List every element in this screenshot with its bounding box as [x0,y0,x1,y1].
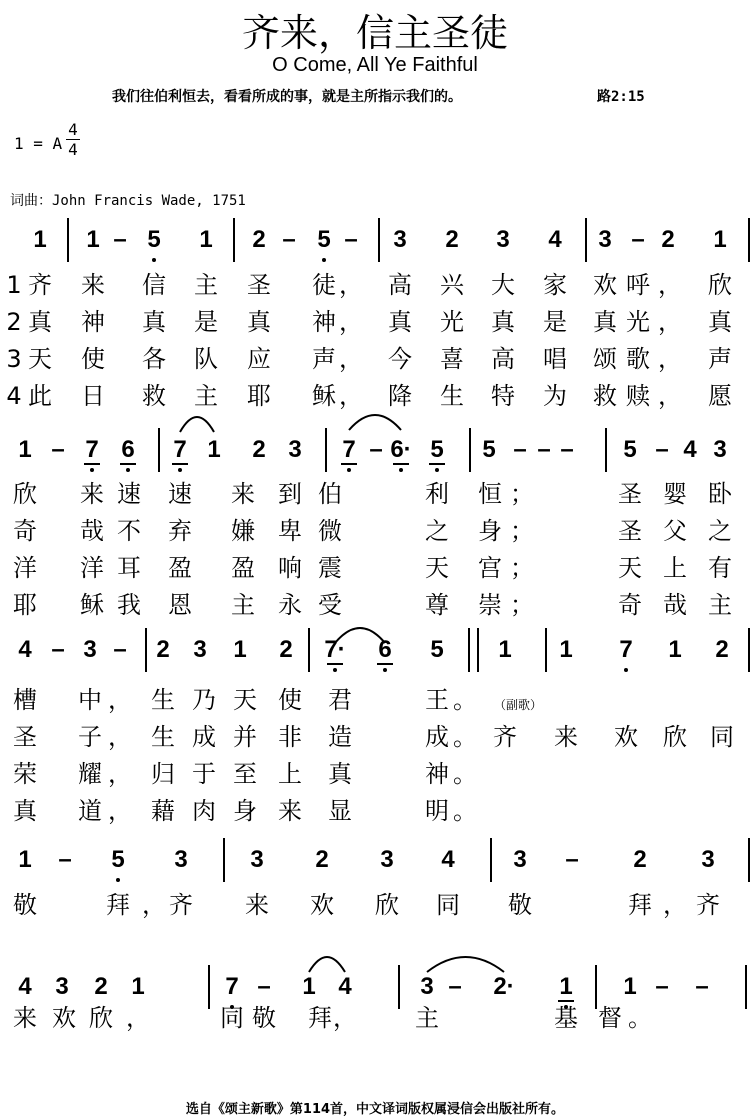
lyric-syllable: 真 [28,308,52,336]
note: 1 [233,636,247,663]
lyric-syllable: 上 [278,760,302,788]
note: 7 [173,436,187,463]
slur [180,417,214,432]
lyric-syllable: 婴 [663,480,687,508]
note: 7 [225,973,239,1000]
lyric-syllable: 天 [28,345,52,373]
note: 3 [598,226,612,253]
lyric-syllable: ， [658,308,682,336]
lyric-syllable: 高 [491,345,515,373]
lyric-syllable: 奇 [13,517,37,545]
lyric-syllable: 降 [388,382,412,410]
lyric-syllable: 身 [233,797,257,825]
lyric-syllable: 圣 [618,517,642,545]
lyric-syllable: 同 [220,1004,244,1032]
lyric-syllable: 神 [312,308,336,336]
lyric-syllable: 各 [142,345,166,373]
lyric-syllable: 使 [81,345,105,373]
note: – [537,436,551,463]
note: 1 [18,846,32,873]
lyric-syllable: 生 [151,686,175,714]
lyric-syllable: 喜 [440,345,464,373]
lyric-syllable: 藉 [151,797,175,825]
lyric-syllable: 欢 [614,723,638,751]
verse-number: 3 [6,345,22,373]
lyric-syllable: 拜 [628,891,652,919]
lyric-syllable: 来 [13,1004,37,1032]
lyric-syllable: 声 [708,345,732,373]
lyric-syllable: 神 [425,760,449,788]
lyric-syllable: 之 [708,517,732,545]
lyric-syllable: 耳 [117,554,141,582]
lyric-syllable: 耀 [78,760,102,788]
lyric-syllable: 真 [142,308,166,336]
lyric-syllable: 此 [28,382,52,410]
note: – [257,973,271,1000]
note: 5 [147,226,161,253]
note: 4 [18,636,32,663]
note: 4 [18,973,32,1000]
lyric-syllable: 君 [328,686,352,714]
lyric-syllable: ； [510,517,534,545]
lyric-syllable: 受 [318,591,342,619]
lyric-syllable: 生 [151,723,175,751]
lyric-syllable: 盈 [168,554,192,582]
note: 1 [131,973,145,1000]
lyric-syllable: ， [108,723,132,751]
note: 3 [513,846,527,873]
lyric-syllable: 荣 [13,760,37,788]
note: – [695,973,709,1000]
lyric-syllable: 并 [233,723,257,751]
lyric-syllable: ， [339,271,363,299]
refrain-mark: （副歌） [493,698,542,712]
note: 1 [199,226,213,253]
note: 2 [279,636,293,663]
lyric-syllable: 歌 [626,345,650,373]
note: – [448,973,462,1000]
lyric-syllable: 主 [231,591,255,619]
lyric-syllable: 齐 [169,891,193,919]
lyric-syllable: 洋 [13,554,37,582]
lyric-syllable: 愿 [708,382,732,410]
lyric-syllable: 齐 [28,271,52,299]
note: 2 [94,973,108,1000]
slur [335,628,385,643]
note: 2 [633,846,647,873]
lyric-syllable: 唱 [543,345,567,373]
note: 1 [18,436,32,463]
note: 2 [661,226,675,253]
lyric-syllable: 之 [425,517,449,545]
lyric-syllable: 欣 [663,723,687,751]
slur [427,957,504,972]
lyric-syllable: 子 [78,723,102,751]
note: 2· [493,973,515,1000]
lyric-syllable: 欢 [310,891,334,919]
note: 1 [559,973,573,1000]
note: – [655,436,669,463]
lyric-syllable: 不 [117,517,141,545]
lyric-syllable: 速 [168,480,192,508]
note: 1 [207,436,221,463]
note: – [51,636,65,663]
lyric-syllable: 稣 [80,591,104,619]
lyric-syllable: 欢 [593,271,617,299]
note: 1 [668,636,682,663]
lyric-syllable: 齐 [696,891,720,919]
lyric-syllable: 主 [194,382,218,410]
lyric-syllable: 欢 [52,1004,76,1032]
lyric-syllable: 明 [425,797,449,825]
lyric-syllable: 应 [247,345,271,373]
lyric-syllable: 神 [81,308,105,336]
lyric-syllable: 真 [491,308,515,336]
lyric-syllable: 今 [388,345,412,373]
note: 3 [250,846,264,873]
lyric-syllable: 我 [117,591,141,619]
lyric-syllable: 真 [593,308,617,336]
lyric-syllable: 光 [440,308,464,336]
lyric-syllable: ， [658,345,682,373]
lyric-syllable: 中 [78,686,102,714]
scripture-verse: 我们往伯利恒去，看看所成的事，就是主所指示我们的。 [112,89,462,105]
lyric-syllable: 敬 [508,891,532,919]
note: 3 [496,226,510,253]
lyric-syllable: 圣 [618,480,642,508]
scripture-reference: 路2:15 [597,89,645,105]
lyric-syllable: 利 [425,480,449,508]
note: 4 [683,436,697,463]
lyric-syllable: 来 [80,480,104,508]
lyric-syllable: 是 [543,308,567,336]
lyric-syllable: 。 [453,797,477,825]
lyric-syllable: 同 [710,723,734,751]
note: 5 [482,436,496,463]
note: – [58,846,72,873]
note: 5 [111,846,125,873]
note: 7 [619,636,633,663]
lyric-syllable: 来 [231,480,255,508]
note: – [655,973,669,1000]
lyric-syllable: ， [142,891,166,919]
lyric-syllable: 恒 [478,480,502,508]
lyric-syllable: 尊 [425,591,449,619]
lyric-syllable: 奇 [618,591,642,619]
lyric-syllable: 。 [453,686,477,714]
hymn-subtitle: O Come, All Ye Faithful [272,54,478,76]
lyric-syllable: 。 [453,760,477,788]
lyric-syllable: 主 [708,591,732,619]
lyric-syllable: 欣 [708,271,732,299]
lyric-syllable: 速 [117,480,141,508]
lyric-syllable: 拜 [106,891,130,919]
lyric-syllable: 于 [192,760,216,788]
time-signature-bottom: 4 [68,140,78,159]
note: – [560,436,574,463]
lyric-syllable: 洋 [80,554,104,582]
note: 1 [86,226,100,253]
lyric-syllable: ， [126,1004,150,1032]
note: – [51,436,65,463]
note: – [113,636,127,663]
lyric-syllable: ， [339,308,363,336]
note: 7 [85,436,99,463]
note: 1 [623,973,637,1000]
note: 2 [156,636,170,663]
note: 4 [338,973,352,1000]
lyric-syllable: 耶 [13,591,37,619]
lyric-syllable: 大 [491,271,515,299]
lyric-syllable: 生 [440,382,464,410]
lyric-syllable: 身 [478,517,502,545]
lyric-syllable: 欣 [13,480,37,508]
lyric-syllable: 卧 [708,480,732,508]
note: – [282,226,296,253]
lyric-syllable: 为 [543,382,567,410]
note: 6 [121,436,135,463]
lyric-syllable: 来 [278,797,302,825]
lyric-syllable: 高 [388,271,412,299]
lyric-syllable: 弃 [168,517,192,545]
note: – [113,226,127,253]
lyric-syllable: 使 [278,686,302,714]
lyric-syllable: 微 [318,517,342,545]
note: 1 [559,636,573,663]
lyric-syllable: 哉 [663,591,687,619]
lyric-syllable: 。 [628,1004,652,1032]
lyric-syllable: 稣 [312,382,336,410]
lyric-syllable: 是 [194,308,218,336]
note: – [565,846,579,873]
lyric-syllable: ； [510,554,534,582]
note: 5 [317,226,331,253]
lyric-syllable: 震 [318,554,342,582]
lyric-syllable: ， [658,382,682,410]
lyric-syllable: 主 [415,1004,439,1032]
lyric-syllable: 来 [245,891,269,919]
lyric-syllable: 督 [598,1004,622,1032]
lyric-syllable: 王 [425,686,449,714]
note: – [369,436,383,463]
note: 3 [420,973,434,1000]
note: 1 [33,226,47,253]
lyric-syllable: ， [333,1004,357,1032]
lyric-syllable: 欣 [89,1004,113,1032]
lyric-syllable: ， [339,345,363,373]
lyric-syllable: 嫌 [231,517,255,545]
lyric-syllable: ， [108,686,132,714]
lyric-syllable: 响 [278,554,302,582]
note: 6· [390,436,412,463]
author-credit: 词曲：John Francis Wade, 1751 [10,193,246,209]
lyric-syllable: 永 [278,591,302,619]
lyric-syllable: 真 [13,797,37,825]
lyric-syllable: 乃 [192,686,216,714]
note: 3 [713,436,727,463]
lyric-syllable: ， [108,760,132,788]
note: 3 [380,846,394,873]
lyric-syllable: 救 [593,382,617,410]
note: 5 [430,436,444,463]
lyric-syllable: 恩 [168,591,192,619]
lyric-syllable: 肉 [192,797,216,825]
lyric-syllable: 光 [626,308,650,336]
lyric-syllable: 造 [328,723,352,751]
lyric-syllable: 天 [233,686,257,714]
note: – [631,226,645,253]
lyric-syllable: 特 [491,382,515,410]
lyric-syllable: 道 [78,797,102,825]
lyric-syllable: ， [339,382,363,410]
note: – [513,436,527,463]
lyric-syllable: 父 [663,517,687,545]
note: 5 [623,436,637,463]
time-signature-top: 4 [68,120,78,139]
lyric-syllable: 欣 [375,891,399,919]
lyric-syllable: 归 [151,760,175,788]
verse-number: 2 [6,308,22,336]
copyright-footer: 选自《颂主新歌》第114首，中文译词版权属浸信会出版社所有。 [185,1102,565,1117]
lyric-syllable: ； [510,480,534,508]
lyric-syllable: 圣 [13,723,37,751]
lyric-syllable: 真 [247,308,271,336]
lyric-syllable: 敬 [252,1004,276,1032]
lyric-syllable: 真 [708,308,732,336]
lyric-syllable: 显 [328,797,352,825]
note: 3 [83,636,97,663]
lyric-syllable: 赎 [626,382,650,410]
lyric-syllable: 成 [425,723,449,751]
note: 3 [393,226,407,253]
lyric-syllable: 声 [312,345,336,373]
hymn-title: 齐来，信主圣徒 [241,11,508,55]
note: 3 [193,636,207,663]
lyric-syllable: ， [663,891,687,919]
verse-number: 1 [6,271,22,299]
lyric-syllable: 天 [425,554,449,582]
lyric-syllable: 天 [618,554,642,582]
note: 2 [445,226,459,253]
lyric-syllable: 信 [142,271,166,299]
note: 2 [252,226,266,253]
lyric-syllable: 基 [554,1004,578,1032]
lyric-syllable: 徒 [312,271,336,299]
note: 3 [701,846,715,873]
lyric-syllable: 宫 [478,554,502,582]
lyric-syllable: 哉 [80,517,104,545]
note: 1 [498,636,512,663]
lyric-syllable: 盈 [231,554,255,582]
lyric-syllable: 崇 [478,591,502,619]
note: 2 [715,636,729,663]
lyric-syllable: 日 [81,382,105,410]
note: – [344,226,358,253]
lyric-syllable: 上 [663,554,687,582]
lyric-syllable: 齐 [493,723,517,751]
slur [309,957,345,972]
lyric-syllable: 圣 [247,271,271,299]
lyric-syllable: 同 [436,891,460,919]
note: 1 [302,973,316,1000]
note: 7· [324,636,346,663]
lyric-syllable: 至 [233,760,257,788]
note: 3 [288,436,302,463]
lyric-syllable: 槽 [13,686,37,714]
lyric-syllable: 来 [81,271,105,299]
key-signature: 1 = A [14,134,63,153]
lyric-syllable: 来 [554,723,578,751]
note: 4 [548,226,562,253]
lyric-syllable: 拜 [308,1004,332,1032]
note: 3 [55,973,69,1000]
slur [349,415,401,430]
note: 1 [713,226,727,253]
note: 2 [315,846,329,873]
lyric-syllable: 卑 [278,517,302,545]
lyric-syllable: 颂 [593,345,617,373]
lyric-syllable: ， [108,797,132,825]
lyric-syllable: 有 [708,554,732,582]
lyric-syllable: 队 [194,345,218,373]
lyric-syllable: 非 [278,723,302,751]
lyric-syllable: 救 [142,382,166,410]
lyric-syllable: ， [658,271,682,299]
note: 5 [430,636,444,663]
lyric-syllable: 到 [278,480,302,508]
lyric-syllable: ； [510,591,534,619]
lyric-syllable: 呼 [626,271,650,299]
note: 7 [342,436,356,463]
verse-number: 4 [6,382,22,410]
lyric-syllable: 敬 [13,891,37,919]
lyric-syllable: 真 [388,308,412,336]
lyric-syllable: 伯 [318,480,342,508]
lyric-syllable: 主 [194,271,218,299]
note: 3 [174,846,188,873]
note: 2 [252,436,266,463]
lyric-syllable: 耶 [247,382,271,410]
note: 6 [378,636,392,663]
lyric-syllable: 兴 [440,271,464,299]
lyric-syllable: 真 [328,760,352,788]
lyric-syllable: 。 [453,723,477,751]
lyric-syllable: 成 [192,723,216,751]
lyric-syllable: 家 [543,271,567,299]
note: 4 [441,846,455,873]
